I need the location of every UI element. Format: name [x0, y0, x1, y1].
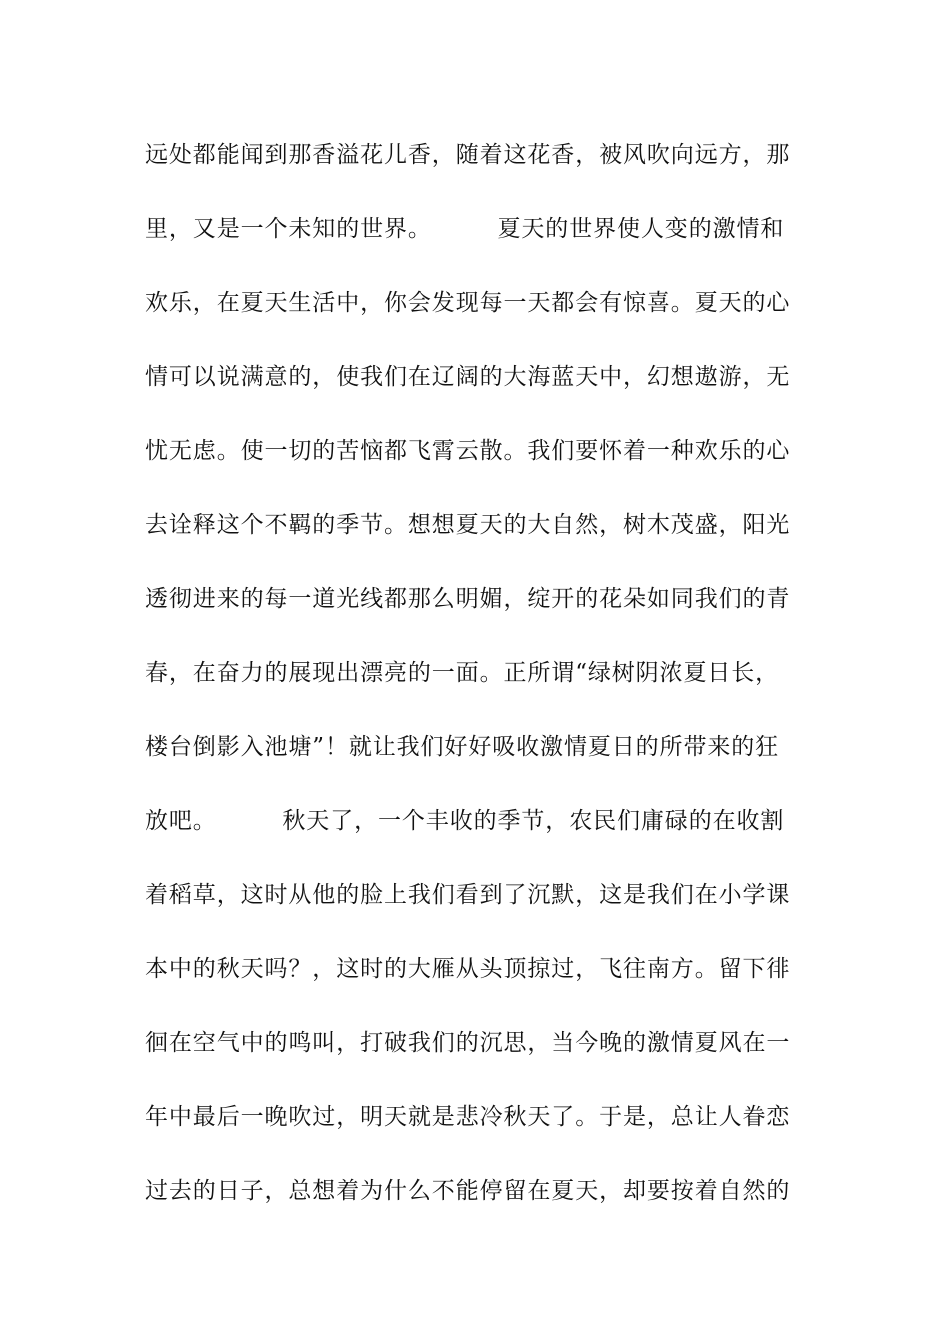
text-line-7: 透彻进来的每一道光线都那么明媚，绽开的花朵如同我们的青	[145, 586, 791, 612]
text-line-15: 过去的日子，总想着为什么不能停留在夏天，却要按着自然的	[145, 1178, 791, 1204]
text-line-8: 春，在奋力的展现出漂亮的一面。正所谓“绿树阴浓夏日长，	[145, 660, 780, 686]
text-line-9: 楼台倒影入池塘”！就让我们好好吸收激情夏日的所带来的狂	[145, 734, 780, 760]
text-line-4: 情可以说满意的，使我们在辽阔的大海蓝天中，幻想遨游，无	[145, 364, 791, 390]
text-line-10: 放吧。 秋天了，一个丰收的季节，农民们庸碌的在收割	[145, 808, 785, 834]
text-line-14: 年中最后一晚吹过，明天就是悲冷秋天了。于是，总让人眷恋	[145, 1104, 791, 1130]
body-text	[145, 132, 810, 1242]
text-line-2: 里，又是一个未知的世界。 夏天的世界使人变的激情和	[145, 216, 785, 242]
text-line-3: 欢乐，在夏天生活中，你会发现每一天都会有惊喜。夏天的心	[145, 290, 791, 316]
text-line-11: 着稻草，这时从他的脸上我们看到了沉默，这是我们在小学课	[145, 882, 791, 908]
text-line-1: 远处都能闻到那香溢花儿香，随着这花香，被风吹向远方，那	[145, 142, 791, 168]
text-line-5: 忧无虑。使一切的苦恼都飞霄云散。我们要怀着一种欢乐的心	[145, 438, 791, 464]
text-line-13: 徊在空气中的鸣叫，打破我们的沉思，当今晚的激情夏风在一	[145, 1030, 791, 1056]
text-line-12: 本中的秋天吗？，这时的大雁从头顶掠过，飞往南方。留下徘	[145, 956, 791, 982]
text-line-6: 去诠释这个不羁的季节。想想夏天的大自然，树木茂盛，阳光	[145, 512, 791, 538]
